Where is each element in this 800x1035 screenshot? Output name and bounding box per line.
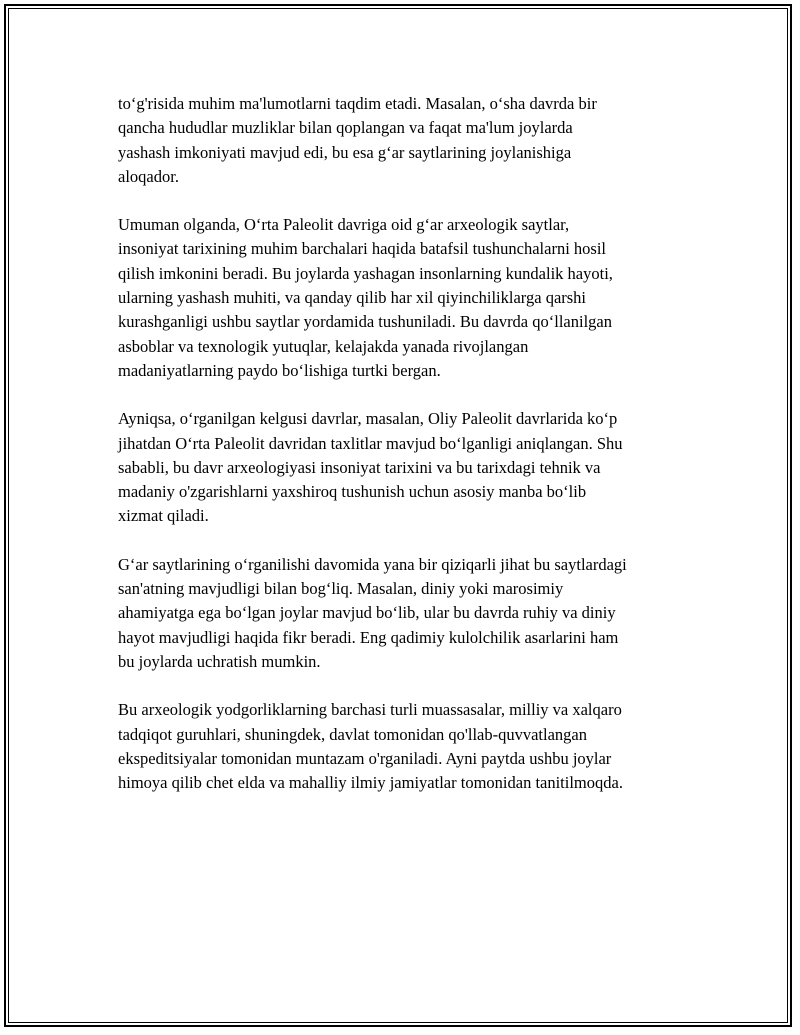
text-line: bu joylarda uchratish mumkin. — [118, 651, 321, 671]
text-line: ekspeditsiyalar tomonidan muntazam o'rganiladi. Ayni paytda ushbu joylar — [118, 748, 612, 768]
text-line: qancha hududlar muzliklar bilan qoplangan va faqat ma'lum joylarda — [118, 118, 573, 138]
text-line: asboblar va texnologik yutuqlar, kelajakda yanada rivojlangan — [118, 336, 529, 356]
text-line: G‘ar saytlarining o‘rganilishi davomida yana bir qiziqarli jihat bu saytlardagi — [118, 554, 627, 574]
text-line: to‘g'risida muhim ma'lumotlarni taqdim etadi. Masalan, o‘sha davrda bir — [118, 94, 597, 113]
paragraph-3 — [118, 407, 693, 528]
document-body — [118, 92, 693, 819]
paragraph-1 — [118, 92, 693, 189]
text-line: ahamiyatga ega bo‘lgan joylar mavjud bo‘lib, ular bu davrda ruhiy va diniy — [118, 603, 616, 623]
text-line: madaniy o'zgarishlarni yaxshiroq tushunish uchun asosiy manba bo‘lib — [118, 482, 587, 502]
text-line: qilish imkonini beradi. Bu joylarda yashagan insonlarning kundalik hayoti, — [118, 263, 613, 283]
text-line: madaniyatlarning paydo bo‘lishiga turtki bergan. — [118, 360, 441, 380]
text-line: insoniyat tarixining muhim barchalari haqida batafsil tushunchalarni hosil — [118, 239, 607, 259]
text-line: sababli, bu davr arxeologiyasi insoniyat tarixini va bu tarixdagi tehnik va — [118, 457, 601, 477]
text-line: kurashganligi ushbu saytlar yordamida tushuniladi. Bu davrda qo‘llanilgan — [118, 312, 612, 332]
paragraph-5 — [118, 698, 693, 795]
text-line: himoya qilib chet elda va mahalliy ilmiy jamiyatlar tomonidan tanitilmoqda. — [118, 773, 623, 793]
text-line: xizmat qiladi. — [118, 506, 209, 526]
text-line: Bu arxeologik yodgorliklarning barchasi turli muassasalar, milliy va xalqaro — [118, 700, 622, 720]
text-line: Umuman olganda, O‘rta Paleolit davriga oid g‘ar arxeologik saytlar, — [118, 215, 570, 235]
text-line: hayot mavjudligi haqida fikr beradi. Eng qadimiy kulolchilik asarlarini ham — [118, 627, 619, 647]
text-line: ularning yashash muhiti, va qanday qilib har xil qiyinchiliklarga qarshi — [118, 288, 587, 308]
text-line: yashash imkoniyati mavjud edi, bu esa g‘ar saytlarining joylanishiga — [118, 142, 572, 162]
text-line: san'atning mavjudligi bilan bog‘liq. Masalan, diniy yoki marosimiy — [118, 579, 564, 599]
paragraph-4 — [118, 553, 693, 674]
text-line: Ayniqsa, o‘rganilgan kelgusi davrlar, masalan, Oliy Paleolit davrlarida ko‘p — [118, 409, 618, 429]
text-line: aloqador. — [118, 166, 179, 186]
text-line: jihatdan O‘rta Paleolit davridan taxlitlar mavjud bo‘lganligi aniqlangan. Shu — [118, 433, 623, 453]
text-line: tadqiqot guruhlari, shuningdek, davlat tomonidan qo'llab-quvvatlangan — [118, 724, 588, 744]
paragraph-2 — [118, 213, 693, 383]
